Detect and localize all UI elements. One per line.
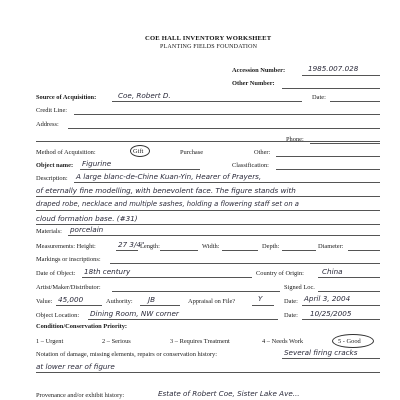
length-line bbox=[160, 250, 198, 251]
location-date-line bbox=[302, 319, 380, 320]
notation-line-2 bbox=[36, 372, 380, 373]
description-rule-2 bbox=[36, 196, 380, 197]
condition-option-1[interactable]: 1 – Urgent bbox=[36, 338, 64, 345]
object-name-line bbox=[80, 169, 200, 170]
worksheet-title: COE HALL INVENTORY WORKSHEET bbox=[145, 35, 272, 42]
phone-line bbox=[310, 143, 380, 144]
description-rule-1 bbox=[74, 182, 380, 183]
country-label: Country of Origin: bbox=[256, 270, 304, 277]
materials-line bbox=[68, 235, 380, 236]
location-date-value[interactable]: 10/25/2005 bbox=[310, 309, 352, 318]
condition-heading: Condition/Conservation Priority: bbox=[36, 323, 128, 330]
method-other-line bbox=[276, 156, 380, 157]
measurements-label: Measurements: Height: bbox=[36, 243, 96, 250]
value-line bbox=[56, 305, 102, 306]
address-line-1 bbox=[68, 128, 380, 129]
condition-option-2[interactable]: 2 – Serious bbox=[102, 338, 131, 345]
foundation-subtitle: PLANTING FIELDS FOUNDATION bbox=[160, 44, 258, 50]
value-date-line bbox=[302, 305, 380, 306]
accession-value[interactable]: 1985.007.028 bbox=[308, 64, 359, 73]
other-number-label: Other Number: bbox=[232, 80, 275, 87]
method-gift[interactable]: Gift bbox=[133, 148, 144, 155]
value-date-value[interactable]: April 3, 2004 bbox=[304, 294, 351, 303]
signed-line bbox=[318, 291, 380, 292]
country-line bbox=[318, 277, 380, 278]
address-label: Address: bbox=[36, 121, 59, 128]
notation-line-1 bbox=[282, 358, 380, 359]
credit-line-line bbox=[74, 114, 380, 115]
provenance-label: Provenance and/or exhibit history: bbox=[36, 392, 125, 399]
source-date-line bbox=[330, 101, 380, 102]
description-label: Description: bbox=[36, 175, 68, 182]
source-date-label: Date: bbox=[312, 94, 326, 101]
description-line-1[interactable]: A large blanc-de-Chine Kuan-Yin, Hearer of Prayers, bbox=[76, 172, 262, 181]
location-line bbox=[88, 319, 278, 320]
date-of-object-line bbox=[82, 277, 252, 278]
materials-label: Materials: bbox=[36, 228, 62, 235]
condition-option-3[interactable]: 3 – Requires Treatment bbox=[170, 338, 230, 345]
length-label: Length: bbox=[140, 243, 160, 250]
provenance-value[interactable]: Estate of Robert Coe, Sister Lake Ave... bbox=[158, 389, 300, 398]
signed-label: Signed Loc. bbox=[284, 284, 315, 291]
value-date-label: Date: bbox=[284, 298, 298, 305]
authority-value[interactable]: JB bbox=[148, 295, 156, 304]
location-value[interactable]: Dining Room, NW corner bbox=[90, 309, 179, 318]
height-line bbox=[116, 250, 138, 251]
height-value[interactable]: 27 3/4" bbox=[118, 240, 145, 249]
notation-label: Notation of damage, missing elements, repairs or conservation history: bbox=[36, 351, 218, 358]
diameter-label: Diameter: bbox=[318, 243, 344, 250]
object-name-value[interactable]: Figurine bbox=[82, 159, 112, 168]
description-line-3[interactable]: draped robe, necklace and multiple sashes, holding a flowering staff set on a bbox=[36, 200, 299, 208]
condition-option-4[interactable]: 4 – Needs Work bbox=[262, 338, 304, 345]
address-line-2 bbox=[36, 141, 380, 142]
date-of-object-label: Date of Object: bbox=[36, 270, 76, 277]
notation-value-line2[interactable]: at lower rear of figure bbox=[36, 362, 115, 371]
classification-line bbox=[276, 169, 380, 170]
authority-label: Authority: bbox=[106, 298, 133, 305]
description-rule-3 bbox=[36, 210, 380, 211]
value-label: Value: bbox=[36, 298, 53, 305]
depth-line bbox=[282, 250, 316, 251]
appraisal-value[interactable]: Y bbox=[258, 294, 263, 303]
description-line-4[interactable]: cloud formation base. (#31) bbox=[36, 214, 138, 223]
value-value[interactable]: 45,000 bbox=[58, 295, 84, 304]
appraisal-line bbox=[252, 305, 274, 306]
method-label: Method of Acquisition: bbox=[36, 149, 96, 156]
accession-label: Accession Number: bbox=[232, 67, 286, 74]
appraisal-label: Appraisal on File? bbox=[188, 298, 236, 305]
accession-line bbox=[302, 75, 380, 76]
date-of-object-value[interactable]: 18th century bbox=[84, 267, 131, 276]
country-value[interactable]: China bbox=[322, 267, 343, 276]
other-number-line bbox=[282, 88, 380, 89]
materials-value[interactable]: porcelain bbox=[70, 225, 104, 234]
source-value[interactable]: Coe, Robert D. bbox=[118, 91, 171, 100]
markings-label: Markings or inscriptions: bbox=[36, 256, 101, 263]
artist-line bbox=[112, 291, 280, 292]
condition-option-5[interactable]: 5 - Good bbox=[338, 338, 361, 345]
markings-line bbox=[110, 263, 380, 264]
notation-value[interactable]: Several firing cracks bbox=[284, 348, 358, 357]
width-label: Width: bbox=[202, 243, 220, 250]
description-line-2[interactable]: of eternally fine modelling, with benevolent face. The figure stands with bbox=[36, 186, 296, 195]
width-line bbox=[222, 250, 258, 251]
artist-label: Artist/Maker/Distributor: bbox=[36, 284, 101, 291]
phone-label: Phone: bbox=[286, 136, 304, 143]
depth-label: Depth: bbox=[262, 243, 280, 250]
location-date-label: Date: bbox=[284, 312, 298, 319]
source-line bbox=[112, 101, 302, 102]
credit-line-label: Credit Line: bbox=[36, 107, 68, 114]
diameter-line bbox=[348, 250, 380, 251]
object-name-label: Object name: bbox=[36, 162, 74, 169]
classification-label: Classification: bbox=[232, 162, 269, 169]
location-label: Object Location: bbox=[36, 312, 80, 319]
authority-line bbox=[140, 305, 180, 306]
source-label: Source of Acquisition: bbox=[36, 94, 97, 101]
method-purchase[interactable]: Purchase bbox=[180, 149, 204, 156]
method-other-label: Other: bbox=[254, 149, 271, 156]
